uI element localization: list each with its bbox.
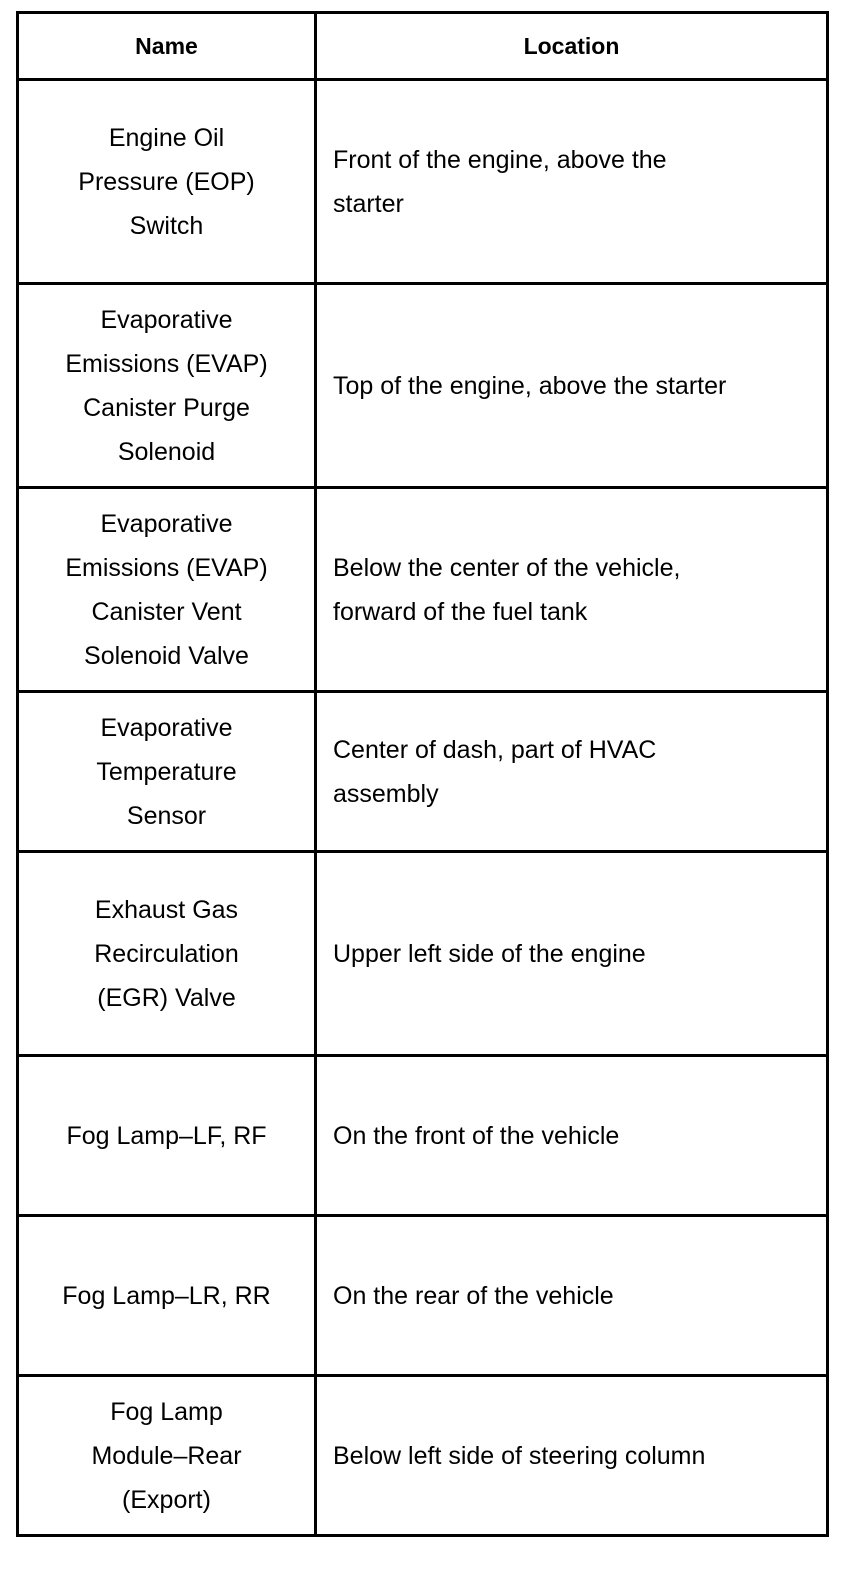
component-name-line: Module–Rear <box>91 1441 242 1470</box>
component-name-cell <box>18 1216 316 1376</box>
component-name-line: Recirculation <box>94 939 239 968</box>
component-name-line: Engine Oil <box>108 123 225 152</box>
component-name-line: (Export) <box>122 1485 211 1514</box>
component-location-line: Front of the engine, above the <box>333 145 667 174</box>
component-name-cell <box>18 1376 316 1536</box>
component-name-line: Switch <box>129 211 204 240</box>
table-row <box>18 852 828 1056</box>
component-name-line: Emissions (EVAP) <box>65 553 268 582</box>
component-name-cell <box>18 284 316 488</box>
table-row <box>18 1376 828 1536</box>
component-name-line: Solenoid Valve <box>84 641 249 670</box>
table-row <box>18 488 828 692</box>
component-location-line: forward of the fuel tank <box>333 597 588 626</box>
component-location-line: On the rear of the vehicle <box>333 1281 614 1310</box>
component-location-line: Below the center of the vehicle, <box>333 553 681 582</box>
component-name-line: Evaporative <box>100 509 233 538</box>
component-location-line: Top of the engine, above the starter <box>333 371 727 400</box>
table-row <box>18 692 828 852</box>
table-header-row <box>18 13 828 80</box>
table-row <box>18 1056 828 1216</box>
component-location-line: assembly <box>333 779 439 808</box>
component-name-line: Sensor <box>126 801 207 830</box>
component-location-table <box>16 11 829 1537</box>
component-name-line: Fog Lamp–LF, RF <box>66 1121 267 1150</box>
component-location-cell <box>316 488 828 692</box>
component-location-line: Below left side of steering column <box>333 1441 706 1470</box>
component-name-line: Pressure (EOP) <box>78 167 255 196</box>
column-header-name: Name <box>18 13 316 80</box>
column-header-location: Location <box>316 13 828 80</box>
component-name-line: Evaporative <box>100 713 233 742</box>
component-location-line: Upper left side of the engine <box>333 939 646 968</box>
component-name-cell <box>18 1056 316 1216</box>
component-location-cell <box>316 692 828 852</box>
component-location-line: Center of dash, part of HVAC <box>333 735 657 764</box>
table-row <box>18 80 828 284</box>
component-name-line: Fog Lamp <box>110 1397 223 1426</box>
component-location-cell <box>316 284 828 488</box>
component-location-cell <box>316 1056 828 1216</box>
component-name-cell <box>18 692 316 852</box>
component-location-line: On the front of the vehicle <box>333 1121 620 1150</box>
component-location-cell <box>316 1376 828 1536</box>
component-name-line: Temperature <box>96 757 237 786</box>
component-location-cell <box>316 1216 828 1376</box>
component-name-line: Canister Purge <box>83 393 250 422</box>
component-name-line: Canister Vent <box>91 597 242 626</box>
component-name-cell <box>18 852 316 1056</box>
component-name-cell <box>18 80 316 284</box>
component-name-line: Exhaust Gas <box>94 895 239 924</box>
component-location-cell <box>316 80 828 284</box>
component-name-line: Evaporative <box>100 305 233 334</box>
component-name-cell <box>18 488 316 692</box>
component-name-line: Emissions (EVAP) <box>65 349 268 378</box>
table-row <box>18 284 828 488</box>
component-name-line: (EGR) Valve <box>97 983 236 1012</box>
component-location-line: starter <box>333 189 404 218</box>
component-location-cell <box>316 852 828 1056</box>
component-name-line: Fog Lamp–LR, RR <box>62 1281 271 1310</box>
component-name-line: Solenoid <box>117 437 216 466</box>
table-row <box>18 1216 828 1376</box>
